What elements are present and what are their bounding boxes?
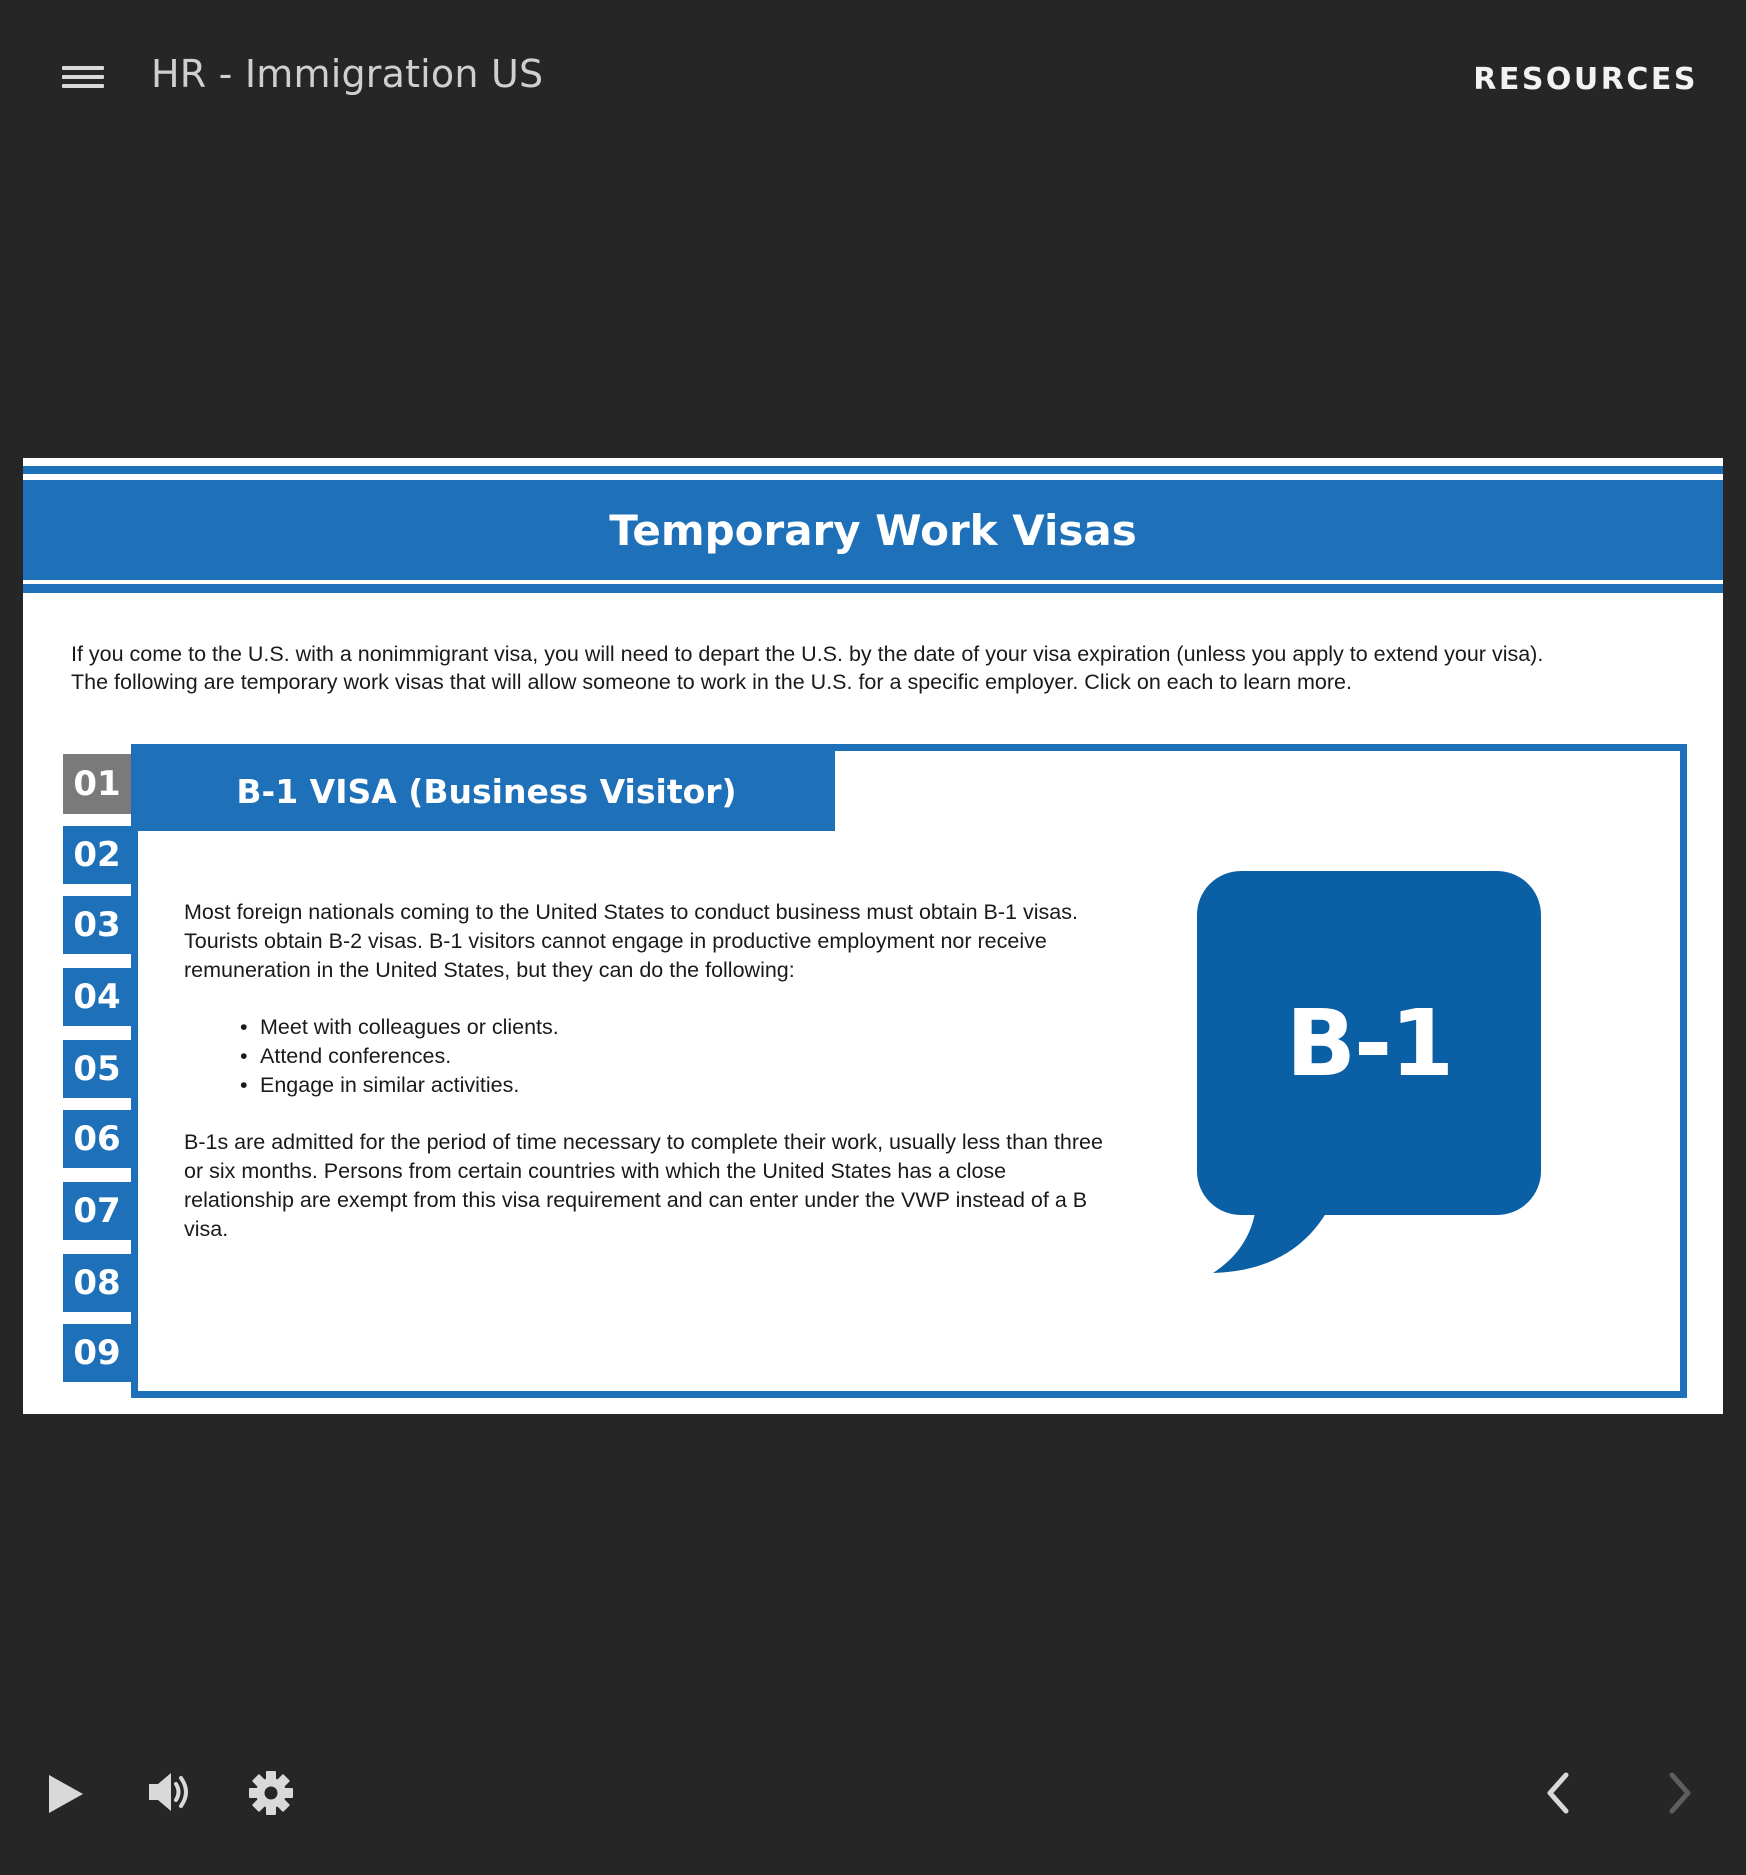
play-icon[interactable] [46, 1772, 86, 1816]
tab-02[interactable]: 02 [63, 826, 131, 884]
panel-paragraph-2: B-1s are admitted for the period of time necessary to complete their work, usually less than three or six months. Persons from certain countries with which the United States has a close relationship are exempt from this visa requirement and can enter under the VWP instead of a B visa. [184, 1130, 1103, 1241]
tab-06[interactable]: 06 [63, 1110, 131, 1168]
speech-bubble-graphic [1197, 871, 1557, 1291]
chevron-left-icon[interactable] [1540, 1770, 1576, 1816]
gear-icon[interactable] [248, 1770, 294, 1816]
panel-body [184, 898, 1114, 1244]
visa-detail-panel [131, 744, 1687, 1398]
tab-08[interactable]: 08 [63, 1254, 131, 1312]
top-bar [0, 0, 1746, 160]
list-item: • Meet with colleagues or clients. [240, 1013, 1114, 1042]
list-item: • Attend conferences. [240, 1042, 1114, 1071]
tab-07[interactable]: 07 [63, 1182, 131, 1240]
title-band-bottom-line [23, 584, 1723, 593]
resources-button[interactable]: RESOURCES [1473, 62, 1698, 97]
bubble-label: B-1 [1285, 989, 1453, 1097]
tab-09[interactable]: 09 [63, 1324, 131, 1382]
tab-04[interactable]: 04 [63, 968, 131, 1026]
speech-bubble [1197, 871, 1541, 1215]
tab-03[interactable]: 03 [63, 896, 131, 954]
title-band-top-line [23, 466, 1723, 474]
activities-list [240, 1013, 1114, 1100]
list-item: • Engage in similar activities. [240, 1071, 1114, 1100]
panel-header [138, 751, 835, 831]
intro-text [71, 640, 1691, 696]
app-title: HR - Immigration US [151, 52, 544, 96]
player-controls [0, 1740, 1746, 1850]
chevron-right-icon[interactable] [1662, 1770, 1698, 1816]
tab-05[interactable]: 05 [63, 1040, 131, 1098]
panel-paragraph-1: Most foreign nationals coming to the United States to conduct business must obtain B-1 visas. Tourists obtain B-2 visas. B-1 visitors cannot engage in productive employment nor receive remuneration in the United States, but they can do the following: [184, 900, 1078, 982]
intro-line-2: The following are temporary work visas that will allow someone to work in the U.S. for a specific employer. Click on each to learn more. [71, 670, 1352, 694]
intro-line-1: If you come to the U.S. with a nonimmigrant visa, you will need to depart the U.S. by the date of your visa expiration (unless you apply to extend your visa). [71, 642, 1544, 666]
hamburger-menu-icon[interactable] [58, 62, 106, 92]
title-band [23, 480, 1723, 580]
slide-canvas [23, 458, 1723, 1414]
volume-icon[interactable] [147, 1770, 195, 1814]
tab-01[interactable]: 01 [63, 754, 131, 814]
slide-title: Temporary Work Visas [609, 505, 1137, 555]
panel-title: B-1 VISA (Business Visitor) [236, 771, 737, 811]
